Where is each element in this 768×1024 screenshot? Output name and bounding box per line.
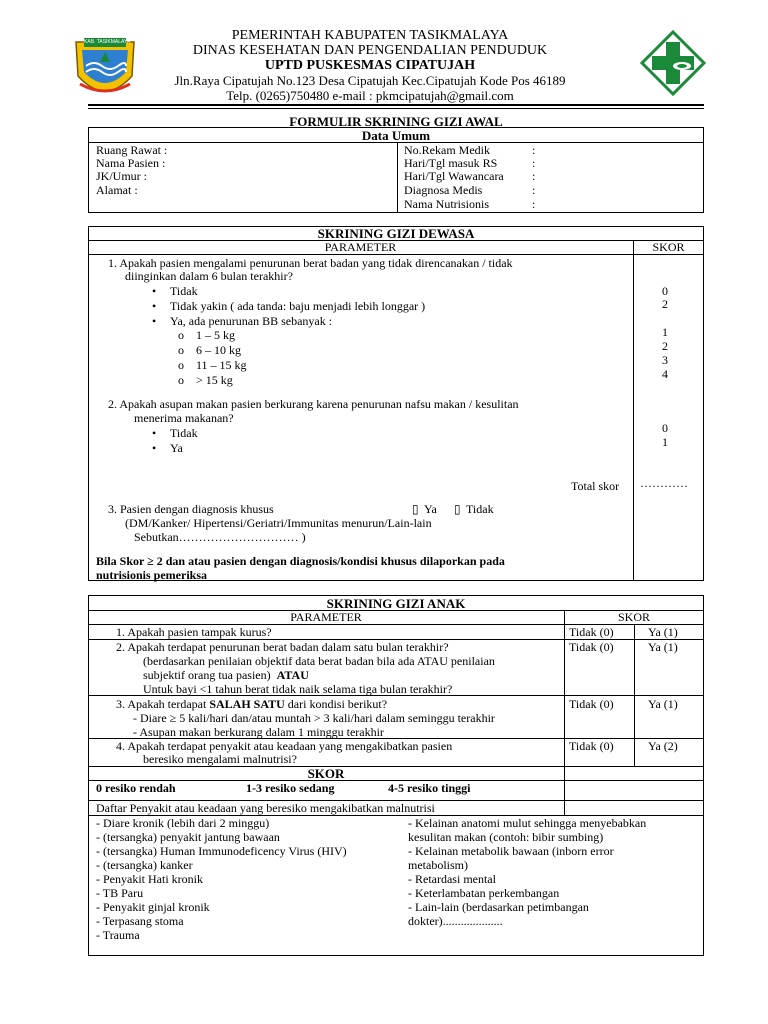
regency-logo xyxy=(72,36,138,104)
anak-skor-header: SKOR xyxy=(307,766,345,781)
dewasa-col-skor: SKOR xyxy=(652,240,685,254)
header-line3: UPTD PUSKESMAS CIPATUJAH xyxy=(264,58,476,73)
dewasa-col-parameter: PARAMETER xyxy=(324,240,397,254)
header-address: Jln.Raya Cipatujah No.123 Desa Cipatujah Kec.Cipatujah Kode Pos 46189 xyxy=(174,73,566,88)
field-tgl-masuk: Hari/Tgl masuk RS xyxy=(404,156,498,170)
logo-caption: KAB. TASIKMALAYA xyxy=(84,39,131,45)
dewasa-q3-tidak: Tidak xyxy=(466,502,494,516)
field-jk-umur: JK/Umur : xyxy=(96,169,147,183)
field-alamat: Alamat : xyxy=(96,183,138,197)
form-title: FORMULIR SKRINING GIZI AWAL xyxy=(289,114,503,129)
anak-q3: 3. Apakah terdapat SALAH SATU dari kondisi berikut? xyxy=(116,697,388,711)
dewasa-note: Bila Skor ≥ 2 dan atau pasien dengan diagnosis/kondisi khusus dilaporkan pada xyxy=(96,554,505,568)
data-umum-title: Data Umum xyxy=(361,128,431,143)
puskesmas-green-cross-icon xyxy=(640,30,706,96)
field-nama-pasien: Nama Pasien : xyxy=(96,156,166,170)
dewasa-q3: 3. Pasien dengan diagnosis khusus xyxy=(108,502,274,516)
daftar-title: Daftar Penyakit atau keadaan yang beresiko mengakibatkan malnutrisi xyxy=(96,801,435,815)
header-contact: Telp. (0265)750480 e-mail : pkmcipatujah@gmail.com xyxy=(226,88,514,103)
anak-q2: 2. Apakah terdapat penurunan berat badan dalam satu bulan terakhir? xyxy=(116,640,449,654)
header-divider-thin xyxy=(88,108,704,109)
puskesmas-logo xyxy=(640,30,706,96)
dewasa-q1-score: 0 xyxy=(662,284,668,298)
dewasa-total-label: Total skor xyxy=(571,479,620,493)
risk-low: 0 resiko rendah xyxy=(96,781,176,795)
dewasa-q3-ya: Ya xyxy=(424,502,437,516)
anak-q1-ya: Ya (1) xyxy=(648,625,678,639)
anak-col-parameter: PARAMETER xyxy=(290,610,362,624)
risk-medium: 1-3 resiko sedang xyxy=(246,781,335,795)
anak-q1: 1. Apakah pasien tampak kurus? xyxy=(116,625,272,639)
field-no-rekam-medik: No.Rekam Medik xyxy=(404,143,490,157)
anak-q4: 4. Apakah terdapat penyakit atau keadaan yang mengakibatkan pasien xyxy=(116,739,453,753)
dewasa-q2: 2. Apakah asupan makan pasien berkurang karena penurunan nafsu makan / kesulitan xyxy=(108,397,519,411)
dewasa-q1: 1. Apakah pasien mengalami penurunan berat badan yang tidak direncanakan / tidak xyxy=(108,256,513,270)
field-ruang-rawat: Ruang Rawat : xyxy=(96,143,168,157)
anak-q1-tidak: Tidak (0) xyxy=(569,625,614,639)
field-diagnosa: Diagnosa Medis xyxy=(404,183,483,197)
field-tgl-wawancara: Hari/Tgl Wawancara xyxy=(404,169,504,183)
anak-col-skor: SKOR xyxy=(617,610,650,624)
dewasa-total-value: ………… xyxy=(640,476,688,490)
dewasa-title: SKRINING GIZI DEWASA xyxy=(317,226,475,241)
header-line2: DINAS KESEHATAN DAN PENGENDALIAN PENDUDUK xyxy=(192,43,548,58)
header-line1: PEMERINTAH KABUPATEN TASIKMALAYA xyxy=(231,28,509,43)
header-divider xyxy=(88,104,704,106)
anak-title: SKRINING GIZI ANAK xyxy=(326,596,466,611)
regency-crest-icon xyxy=(72,36,138,104)
risk-high: 4-5 resiko tinggi xyxy=(388,781,471,795)
field-nutrisionis: Nama Nutrisionis xyxy=(404,197,489,211)
